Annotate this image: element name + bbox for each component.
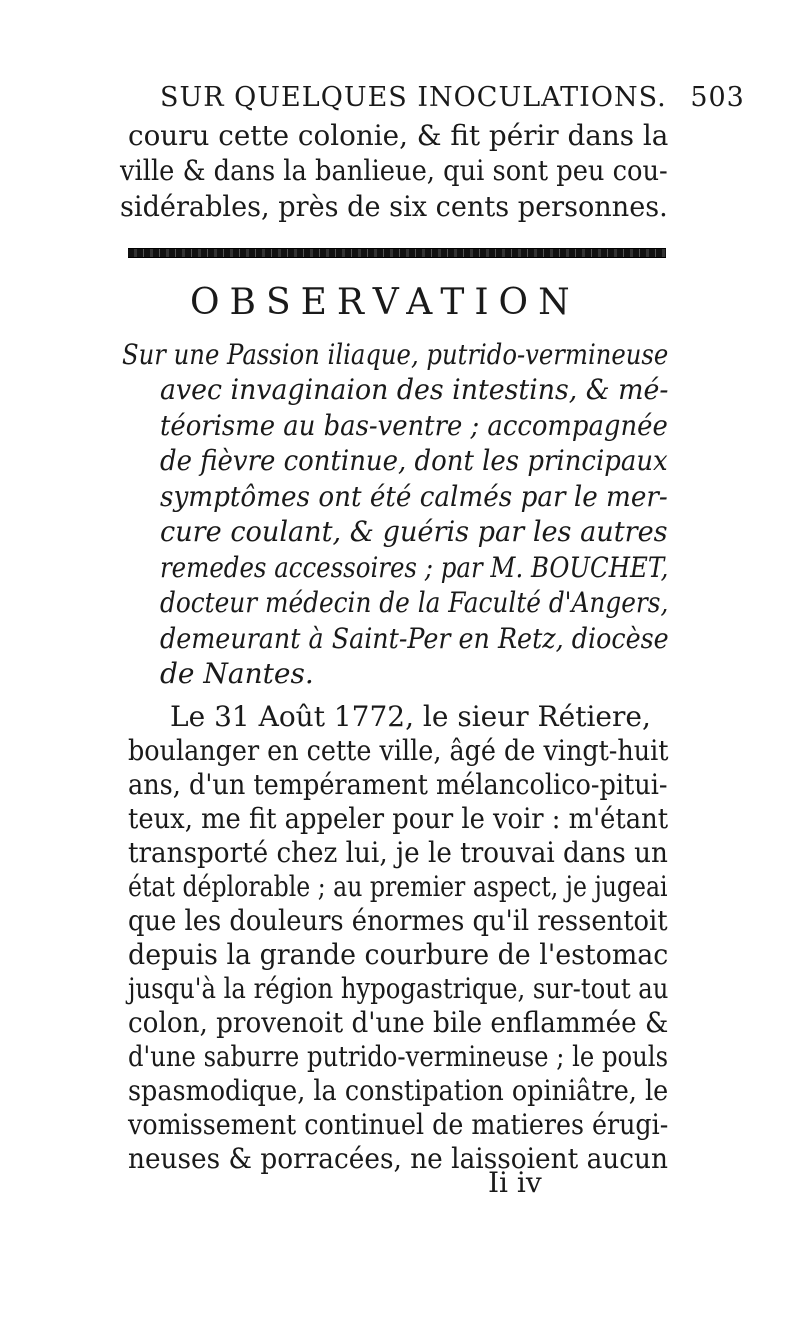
body-line: boulanger en cette ville, âgé de vingt-huit xyxy=(128,734,669,767)
subtitle-line: de fièvre continue, dont les principaux xyxy=(160,444,668,477)
subtitle-line: symptômes ont été calmés par le mer- xyxy=(160,480,668,513)
body-line: transporté chez lui, je le trouvai dans un xyxy=(128,836,668,869)
body-line: teux, me fit appeler pour le voir : m'étant xyxy=(128,802,669,835)
body-line: que les douleurs énormes qu'il ressentoit xyxy=(128,904,668,937)
subtitle-line: de Nantes. xyxy=(160,657,314,690)
subtitle-line: demeurant à Saint-Per en Retz, diocèse xyxy=(160,622,669,655)
body-line: Le 31 Août 1772, le sieur Rétiere, xyxy=(170,700,651,733)
running-head-title: SUR QUELQUES INOCULATIONS. xyxy=(160,82,667,113)
prev-paragraph-line: ville & dans la banlieue, qui sont peu cou- xyxy=(120,154,668,187)
body-line: neuses & porracées, ne laissoient aucun xyxy=(128,1142,668,1175)
observation-title: OBSERVATION xyxy=(190,282,580,323)
signature-mark: Ii iv xyxy=(488,1166,542,1199)
subtitle-line: cure coulant, & guéris par les autres xyxy=(160,515,668,548)
body-line: depuis la grande courbure de l'estomac xyxy=(128,938,669,971)
prev-paragraph-line: sidérables, près de six cents personnes. xyxy=(120,190,668,223)
body-line: ans, d'un tempérament mélancolico-pitui- xyxy=(128,768,668,801)
subtitle-line: remedes accessoires ; par M. BOUCHET, xyxy=(160,551,669,584)
subtitle-line: Sur une Passion iliaque, putrido-vermineuse xyxy=(122,338,669,371)
body-line: état déplorable ; au premier aspect, je jugeai xyxy=(128,870,668,903)
body-line: spasmodique, la constipation opiniâtre, le xyxy=(128,1074,669,1107)
page-number: 503 xyxy=(690,82,745,113)
body-line: d'une saburre putrido-vermineuse ; le pouls xyxy=(128,1040,669,1073)
subtitle-line: docteur médecin de la Faculté d'Angers, xyxy=(160,586,669,619)
subtitle-line: avec invaginaion des intestins, & mé- xyxy=(160,373,669,406)
running-head xyxy=(160,82,745,113)
body-line: jusqu'à la région hypogastrique, sur-tout au xyxy=(128,972,669,1005)
body-line: vomissement continuel de matieres érugi- xyxy=(128,1108,669,1141)
prev-paragraph-line: couru cette colonie, & fit périr dans la xyxy=(128,119,669,152)
subtitle-line: téorisme au bas-ventre ; accompagnée xyxy=(160,409,668,442)
body-line: colon, provenoit d'une bile enflammée & xyxy=(128,1006,669,1039)
section-divider-rule xyxy=(128,248,666,258)
